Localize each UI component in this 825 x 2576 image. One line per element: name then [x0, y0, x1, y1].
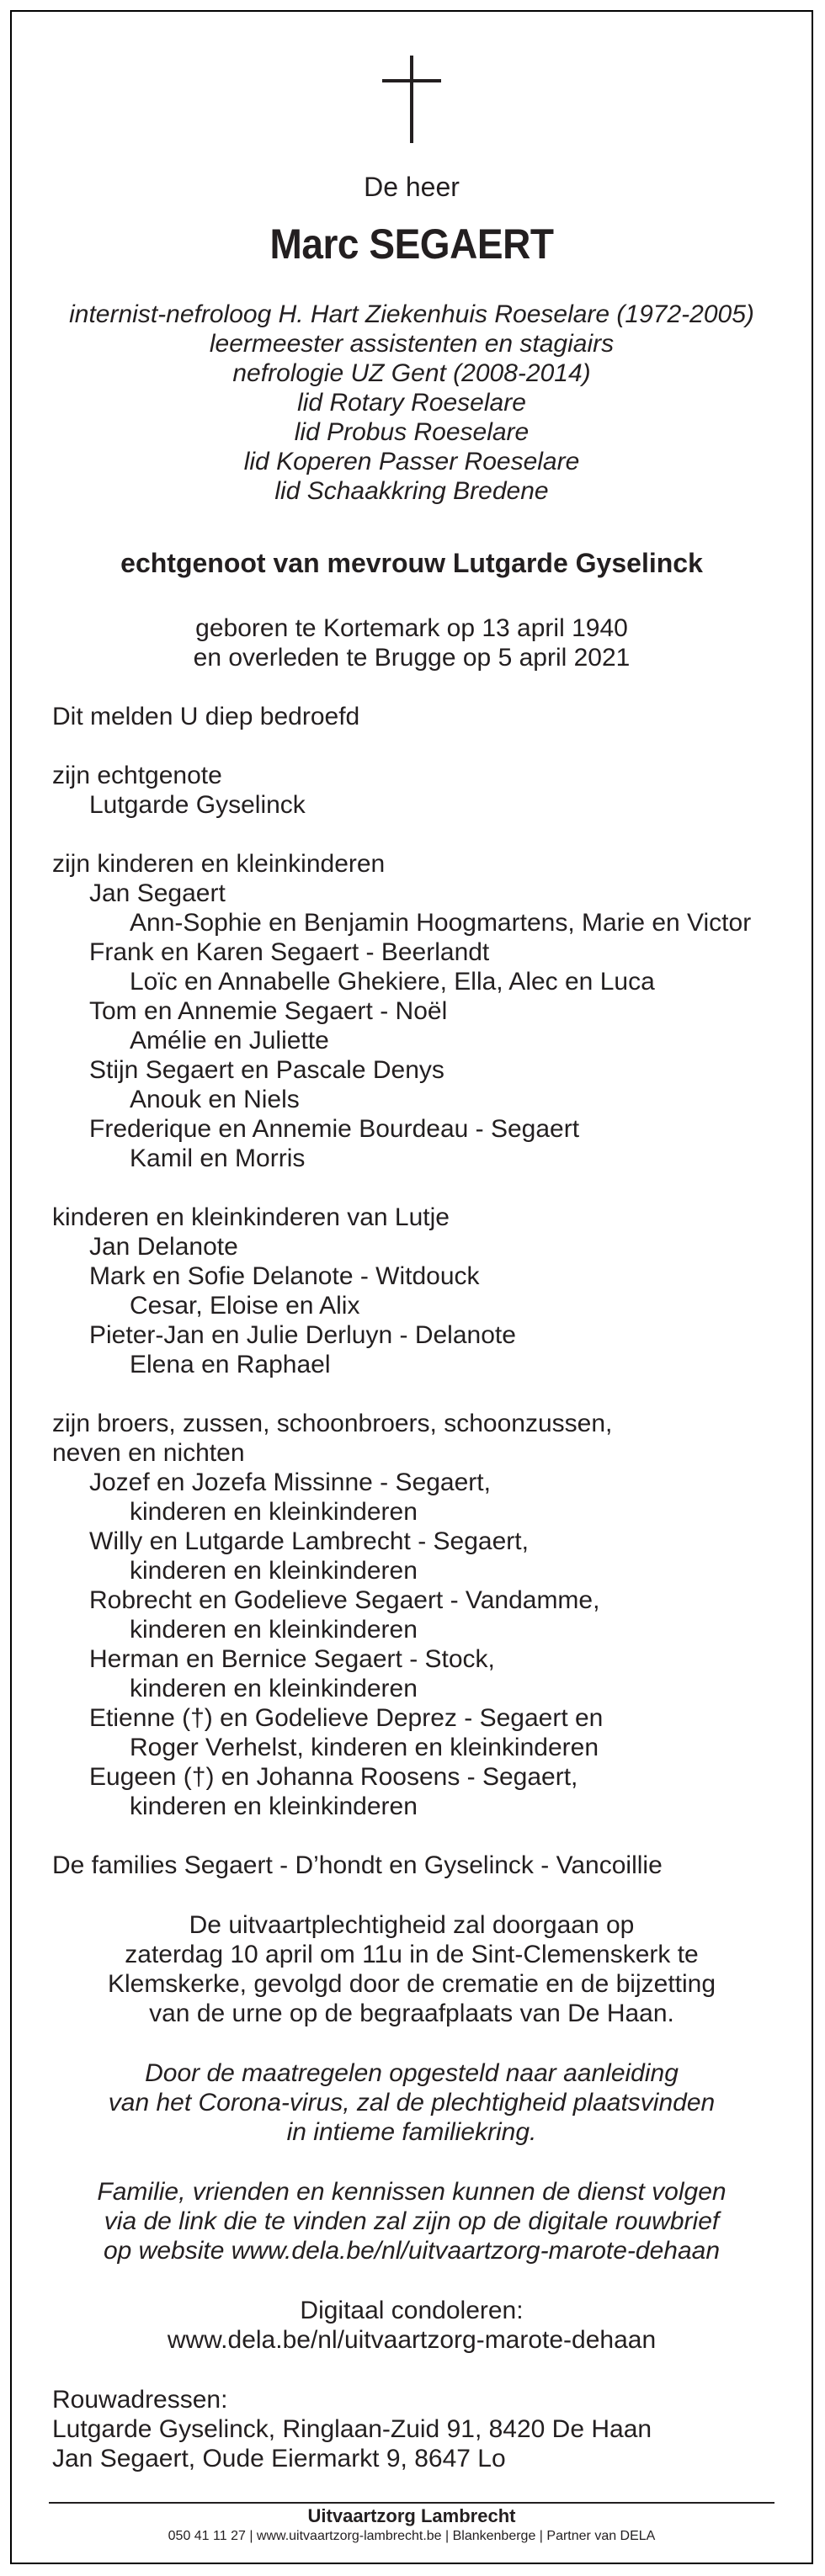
stream-line: op website www.dela.be/nl/uitvaartzorg-marote-dehaan: [103, 2237, 721, 2265]
funeral-home-name: Uitvaartzorg Lambrecht: [307, 2505, 516, 2526]
funeral-home-footer: [12, 2502, 812, 2563]
stream-notice: [62, 2177, 761, 2265]
condolences-label: Digitaal condoleren:: [300, 2297, 524, 2324]
family-line: Elena en Raphael: [130, 1351, 331, 1378]
title-line: lid Koperen Passer Roeselare: [243, 448, 580, 475]
title-line: internist-nefroloog H. Hart Ziekenhuis Roeselare (1972-2005): [69, 300, 754, 328]
family-line: Ann-Sophie en Benjamin Hoogmartens, Marie en Victor: [130, 909, 752, 937]
family-line: Stijn Segaert en Pascale Denys: [89, 1056, 444, 1084]
family-line: Willy en Lutgarde Lambrecht - Segaert,: [89, 1527, 529, 1555]
condolences: [62, 2296, 761, 2355]
life-dates: [12, 613, 812, 672]
title-line: nefrologie UZ Gent (2008-2014): [232, 359, 591, 387]
siblings-section: [52, 1409, 778, 1821]
death-notice: [10, 10, 813, 2564]
corona-line: in intieme familiekring.: [286, 2118, 537, 2146]
family-line: Jozef en Jozefa Missinne - Segaert,: [89, 1469, 491, 1496]
address-line: Lutgarde Gyselinck, Ringlaan-Zuid 91, 8420 De Haan: [52, 2415, 652, 2443]
family-line: kinderen en kleinkinderen: [130, 1793, 418, 1820]
family-line: Jan Delanote: [89, 1233, 238, 1261]
family-line: Cesar, Eloise en Alix: [130, 1292, 360, 1320]
family-line: Amélie en Juliette: [130, 1027, 329, 1054]
section-heading: zijn echtgenote: [52, 762, 222, 789]
spouse-name: Lutgarde Gyselinck: [89, 791, 306, 819]
family-line: kinderen en kleinkinderen: [130, 1557, 418, 1585]
funeral-line: Klemskerke, gevolgd door de crematie en de bijzetting: [107, 1970, 716, 1998]
funeral-line: De uitvaartplechtigheid zal doorgaan op: [189, 1911, 635, 1939]
family-line: Frederique en Annemie Bourdeau - Segaert: [89, 1115, 580, 1143]
funeral-line: zaterdag 10 april om 11u in de Sint-Clemenskerk te: [125, 1941, 699, 1968]
family-line: Herman en Bernice Segaert - Stock,: [89, 1645, 495, 1673]
spouse-section: [52, 761, 778, 820]
titles-list: [12, 300, 812, 506]
section-heading: neven en nichten: [52, 1439, 245, 1467]
address-line: Jan Segaert, Oude Eiermarkt 9, 8647 Lo: [52, 2445, 506, 2472]
children-section: [52, 849, 778, 1173]
funeral-line: van de urne op de begraafplaats van De Haan.: [149, 2000, 674, 2027]
title-line: leermeester assistenten en stagiairs: [209, 330, 615, 358]
corona-line: Door de maatregelen opgesteld naar aanleiding: [145, 2059, 679, 2087]
title-line: lid Schaakkring Bredene: [274, 477, 549, 505]
family-line: Pieter-Jan en Julie Derluyn - Delanote: [89, 1321, 516, 1349]
families-line: De families Segaert - D’hondt en Gyselinck - Vancoillie: [52, 1851, 663, 1879]
section-heading: kinderen en kleinkinderen van Lutje: [52, 1203, 450, 1231]
family-line: Etienne (†) en Godelieve Deprez - Segaert en: [89, 1704, 604, 1732]
title-line: lid Probus Roeselare: [294, 418, 530, 446]
section-heading: zijn broers, zussen, schoonbroers, schoonzussen,: [52, 1410, 613, 1437]
deceased-name: Marc SEGAERT: [269, 220, 554, 268]
stream-line: Familie, vrienden en kennissen kunnen de dienst volgen: [97, 2178, 727, 2206]
family-line: kinderen en kleinkinderen: [130, 1498, 418, 1526]
funeral-details: [12, 1910, 812, 2355]
family-list: [12, 702, 812, 1880]
latin-cross-icon: [382, 56, 441, 143]
family-line: Tom en Annemie Segaert - Noël: [89, 997, 448, 1025]
condolences-url: www.dela.be/nl/uitvaartzorg-marote-dehaan: [167, 2326, 657, 2354]
family-line: Loïc en Annabelle Ghekiere, Ella, Alec en Luca: [130, 968, 655, 996]
corona-line: van het Corona-virus, zal de plechtigheid plaatsvinden: [108, 2089, 716, 2117]
family-line: Eugeen (†) en Johanna Roosens - Segaert,: [89, 1763, 578, 1791]
spouse-heading: echtgenoot van mevrouw Lutgarde Gyselinck: [120, 548, 703, 578]
family-line: Robrecht en Godelieve Segaert - Vandamme,: [89, 1586, 600, 1614]
funeral-home-contact: 050 41 11 27 | www.uitvaartzorg-lambrecht.be | Blankenberge | Partner van DELA: [168, 2529, 656, 2543]
footer-divider: [49, 2502, 774, 2504]
family-line: Anouk en Niels: [130, 1086, 300, 1113]
section-heading: zijn kinderen en kleinkinderen: [52, 850, 386, 878]
title-line: lid Rotary Roeselare: [297, 389, 526, 417]
honorific: De heer: [364, 172, 460, 202]
corona-notice: [62, 2058, 761, 2147]
lutje-section: [52, 1203, 778, 1379]
addresses-label: Rouwadressen:: [52, 2386, 228, 2414]
family-line: Mark en Sofie Delanote - Witdouck: [89, 1262, 480, 1290]
family-line: Frank en Karen Segaert - Beerlandt: [89, 938, 490, 966]
family-line: Jan Segaert: [89, 879, 226, 907]
mourning-addresses: [12, 2385, 812, 2473]
death-line: en overleden te Brugge op 5 april 2021: [193, 644, 631, 672]
family-line: kinderen en kleinkinderen: [130, 1616, 418, 1644]
family-line: Roger Verhelst, kinderen en kleinkinderen: [130, 1734, 599, 1761]
family-line: kinderen en kleinkinderen: [130, 1675, 418, 1702]
stream-line: via de link die te vinden zal zijn op de digitale rouwbrief: [104, 2207, 720, 2235]
intro-line: Dit melden U diep bedroefd: [52, 703, 360, 730]
family-line: Kamil en Morris: [130, 1145, 306, 1172]
birth-line: geboren te Kortemark op 13 april 1940: [195, 614, 628, 642]
